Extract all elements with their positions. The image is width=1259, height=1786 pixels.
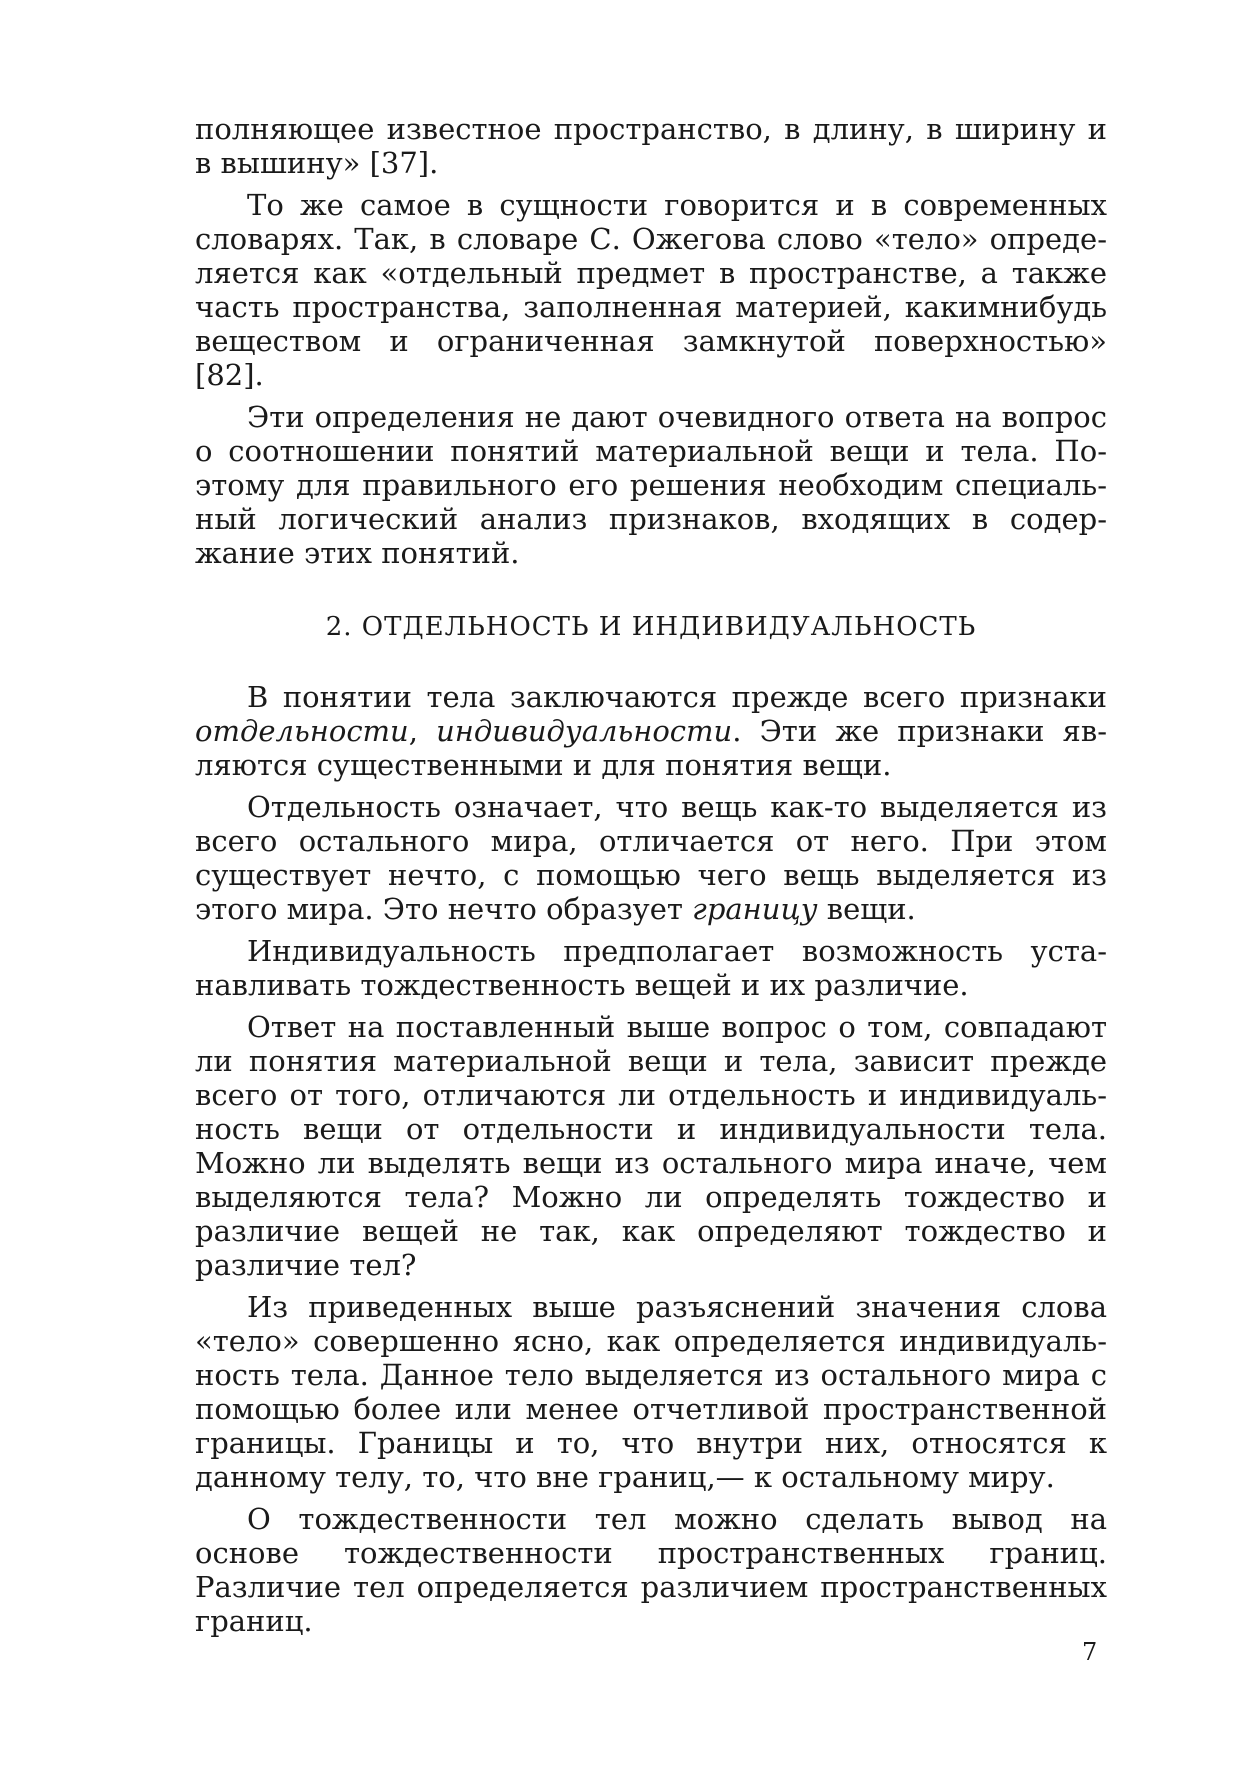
paragraph-individuality: Индивидуальность предполагает возможность устанавливать тождественность вещей и их различие. <box>195 934 1107 1002</box>
text-column <box>195 112 1107 1638</box>
page-number: 7 <box>1082 1638 1098 1666</box>
paragraph-identity: О тождественности тел можно сделать вывод на основе тождественности пространственных границ. Различие тел определяется различием пространственных границ. <box>195 1502 1107 1638</box>
italic-term-boundary: границу <box>692 892 818 926</box>
italic-term-individuality: индивидуальности <box>436 714 733 748</box>
text-run: . Эти же признаки являются существенными и для понятия вещи. <box>195 714 1107 782</box>
paragraph-separateness <box>195 790 1107 926</box>
paragraph-dictionaries: То же самое в сущности говорится и в современных словарях. Так, в словаре С. Ожегова слово «тело» определяется как «отдельный предмет в пространстве, а также часть пространства, заполненная материей, какимнибудь веществом и ограниченная замкнутой поверхностью» [82]. <box>195 188 1107 392</box>
spacer <box>195 926 1107 934</box>
paragraph-answer: Ответ на поставленный выше вопрос о том, совпадают ли понятия материальной вещи и тела, зависит прежде всего от того, отличаются ли отдельность и индивидуальность вещи от отдельности и индивидуальности тела. Можно ли выделять вещи из остального мира иначе, чем выделяются тела? Можно ли определять тождество и различие вещей не так, как определяют тождество и различие тел? <box>195 1010 1107 1282</box>
text-run: вещи. <box>817 892 916 926</box>
text-run: В понятии тела заключаются прежде всего признаки <box>247 680 1107 714</box>
paragraph-explanations: Из приведенных выше разъяснений значения слова «тело» совершенно ясно, как определяется индивидуальность тела. Данное тело выделяется из остального мира с помощью более или менее отчетливой пространственной границы. Границы и то, что внутри них, относятся к данному телу, то, что вне границ,— к остальному миру. <box>195 1290 1107 1494</box>
spacer <box>195 1282 1107 1290</box>
text-run: Отдельность означает, что вещь как-то выделяется из всего остального мира, отличается от него. При этом существует нечто, с помощью чего вещь выделяется из этого мира. Это нечто образует <box>195 790 1107 926</box>
paragraph-definitions: Эти определения не дают очевидного ответа на вопрос о соотношении понятий материальной вещи и тела. Поэтому для правильного его решения необходим специальный логический анализ признаков, входящих в содержание этих понятий. <box>195 400 1107 570</box>
text-run: , <box>408 714 437 748</box>
paragraph-continuation: полняющее известное пространство, в длину, в ширину и в вышину» [37]. <box>195 112 1107 180</box>
spacer <box>195 180 1107 188</box>
italic-term-separateness: отдельности <box>195 714 409 748</box>
spacer <box>195 1002 1107 1010</box>
spacer <box>195 782 1107 790</box>
paragraph-body-signs <box>195 680 1107 782</box>
section-heading: 2. ОТДЕЛЬНОСТЬ И ИНДИВИДУАЛЬНОСТЬ <box>325 612 977 642</box>
spacer <box>195 1494 1107 1502</box>
spacer <box>195 392 1107 400</box>
